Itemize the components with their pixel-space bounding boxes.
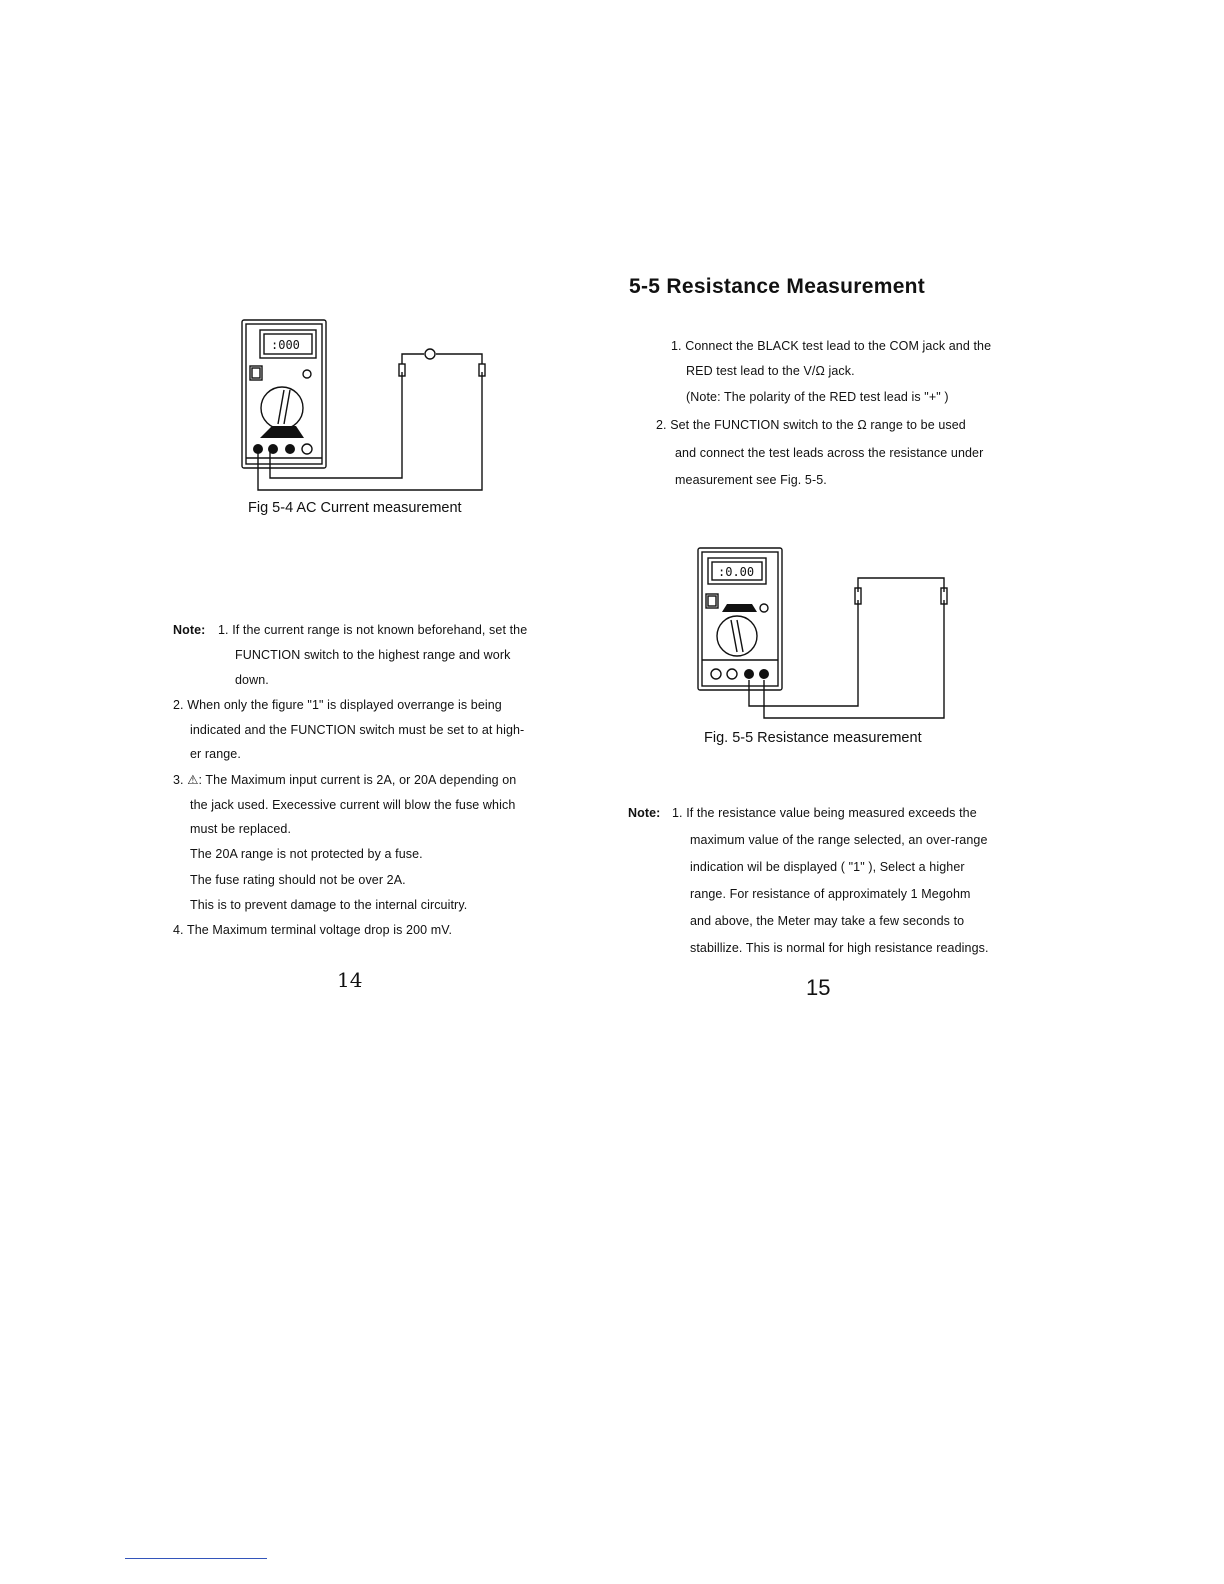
- left-note-line-5: indicated and the FUNCTION switch must be set to at high-: [190, 723, 525, 737]
- left-note-line-12: This is to prevent damage to the internal circuitry.: [190, 898, 468, 912]
- left-note-line-9: must be replaced.: [190, 822, 292, 836]
- left-note-label: Note:: [173, 623, 206, 637]
- footer-rule: [125, 1558, 267, 1559]
- right-note-line-2: maximum value of the range selected, an over-range: [690, 833, 988, 847]
- left-note-line-4: 2. When only the figure "1" is displayed overrange is being: [173, 698, 502, 712]
- fig-5-5-diagram: [696, 546, 956, 726]
- step-line-1: 1. Connect the BLACK test lead to the COM jack and the: [671, 339, 992, 353]
- left-note-line-3: down.: [235, 673, 269, 687]
- left-note-line-10: The 20A range is not protected by a fuse.: [190, 847, 423, 861]
- step-line-2: RED test lead to the V/Ω jack.: [686, 364, 855, 378]
- right-note-line-3: indication wil be displayed ( "1" ), Select a higher: [690, 860, 965, 874]
- left-note-line-2: FUNCTION switch to the highest range and work: [235, 648, 511, 662]
- step-line-4: 2. Set the FUNCTION switch to the Ω range to be used: [656, 418, 966, 432]
- right-page-number: 15: [806, 975, 831, 1000]
- left-page-number: 14: [337, 968, 363, 992]
- right-note-line-1: 1. If the resistance value being measured exceeds the: [672, 806, 977, 820]
- left-note-line-13: 4. The Maximum terminal voltage drop is 200 mV.: [173, 923, 453, 937]
- fig-5-5-display: :0.00: [718, 565, 755, 579]
- left-note-line-6: er range.: [190, 747, 241, 761]
- left-note-line-8: the jack used. Execessive current will blow the fuse which: [190, 798, 516, 812]
- left-note-line-7: 3. ⚠: The Maximum input current is 2A, or 20A depending on: [173, 773, 517, 787]
- step-line-3: (Note: The polarity of the RED test lead is "+" ): [686, 390, 949, 404]
- step-line-5: and connect the test leads across the resistance under: [675, 446, 984, 460]
- fig-5-5-caption: Fig. 5-5 Resistance measurement: [704, 730, 922, 746]
- fig-5-4-display: :000: [271, 338, 300, 352]
- section-heading: 5-5 Resistance Measurement: [629, 275, 926, 298]
- right-note-line-5: and above, the Meter may take a few seconds to: [690, 914, 965, 928]
- step-line-6: measurement see Fig. 5-5.: [675, 473, 827, 487]
- right-note-line-6: stabillize. This is normal for high resistance readings.: [690, 941, 989, 955]
- left-note-line-11: The fuse rating should not be over 2A.: [190, 873, 406, 887]
- right-note-line-4: range. For resistance of approximately 1 Megohm: [690, 887, 971, 901]
- fig-5-4-diagram: [240, 318, 500, 498]
- right-note-label: Note:: [628, 806, 661, 820]
- fig-5-4-caption: Fig 5-4 AC Current measurement: [248, 500, 462, 516]
- left-note-line-1: 1. If the current range is not known beforehand, set the: [218, 623, 528, 637]
